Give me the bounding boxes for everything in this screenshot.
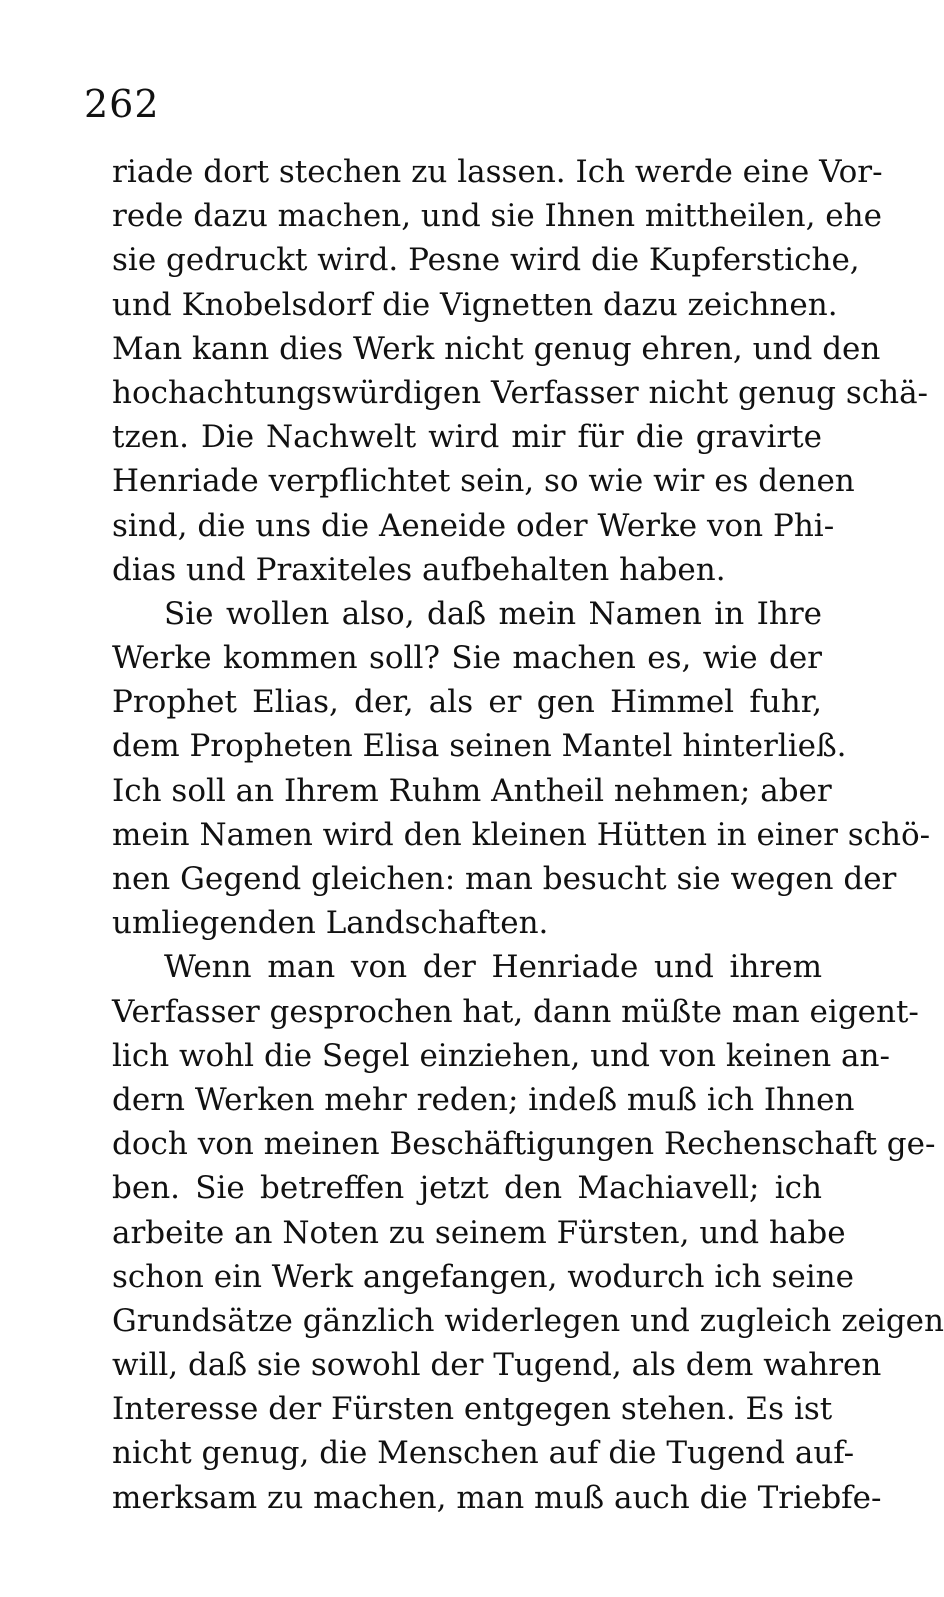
text-line: rede dazu machen, und sie Ihnen mittheilen, ehe — [112, 198, 882, 235]
text-line: tzen. Die Nachwelt wird mir für die gravirte — [112, 419, 822, 456]
text-line: Prophet Elias, der, als er gen Himmel fuhr, — [112, 684, 822, 721]
text-line: will, daß sie sowohl der Tugend, als dem wahren — [112, 1347, 882, 1384]
text-line: doch von meinen Beschäftigungen Rechenschaft ge- — [112, 1126, 936, 1163]
text-line: mein Namen wird den kleinen Hütten in einer schö- — [112, 816, 931, 853]
text-line: sind, die uns die Aeneide oder Werke von Phi- — [112, 507, 835, 544]
text-line: schon ein Werk angefangen, wodurch ich seine — [112, 1258, 854, 1295]
text-line: Grundsätze gänzlich widerlegen und zugleich zeigen — [112, 1302, 944, 1339]
text-line: Man kann dies Werk nicht genug ehren, und den — [112, 330, 881, 367]
text-line: nicht genug, die Menschen auf die Tugend auf- — [112, 1435, 855, 1472]
text-line: nen Gegend gleichen: man besucht sie wegen der — [112, 861, 897, 897]
text-line: Ich soll an Ihrem Ruhm Antheil nehmen; aber — [112, 772, 832, 809]
text-line: ben. Sie betreffen jetzt den Machiavell; ich — [112, 1170, 822, 1207]
text-line: riade dort stechen zu lassen. Ich werde eine Vor- — [112, 154, 883, 190]
text-line: sie gedruckt wird. Pesne wird die Kupferstiche, — [112, 242, 860, 279]
text-line: umliegenden Landschaften. — [112, 905, 549, 942]
text-line: Wenn man von der Henriade und ihrem — [164, 949, 822, 986]
text-line: Sie wollen also, daß mein Namen in Ihre — [164, 595, 822, 632]
text-line: arbeite an Noten zu seinem Fürsten, und habe — [112, 1214, 846, 1251]
text-line: dias und Praxiteles aufbehalten haben. — [112, 551, 726, 588]
text-line: Interesse der Fürsten entgegen stehen. Es ist — [112, 1391, 833, 1428]
text-line: und Knobelsdorf die Vignetten dazu zeichnen. — [112, 286, 838, 323]
text-line: merksam zu machen, man muß auch die Triebfe- — [112, 1479, 882, 1516]
text-line: dem Propheten Elisa seinen Mantel hinterließ. — [112, 728, 847, 765]
text-line: dern Werken mehr reden; indeß muß ich Ihnen — [112, 1081, 855, 1118]
page-number: 262 — [84, 82, 160, 126]
text-line: Verfasser gesprochen hat, dann müßte man eigent- — [112, 993, 919, 1030]
text-line: hochachtungswürdigen Verfasser nicht genug schä- — [112, 374, 929, 411]
text-line: Werke kommen soll? Sie machen es, wie der — [112, 640, 822, 677]
text-line: lich wohl die Segel einziehen, und von keinen an- — [112, 1037, 890, 1074]
text-line: Henriade verpflichtet sein, so wie wir es denen — [112, 463, 855, 500]
body-text — [112, 150, 944, 1520]
